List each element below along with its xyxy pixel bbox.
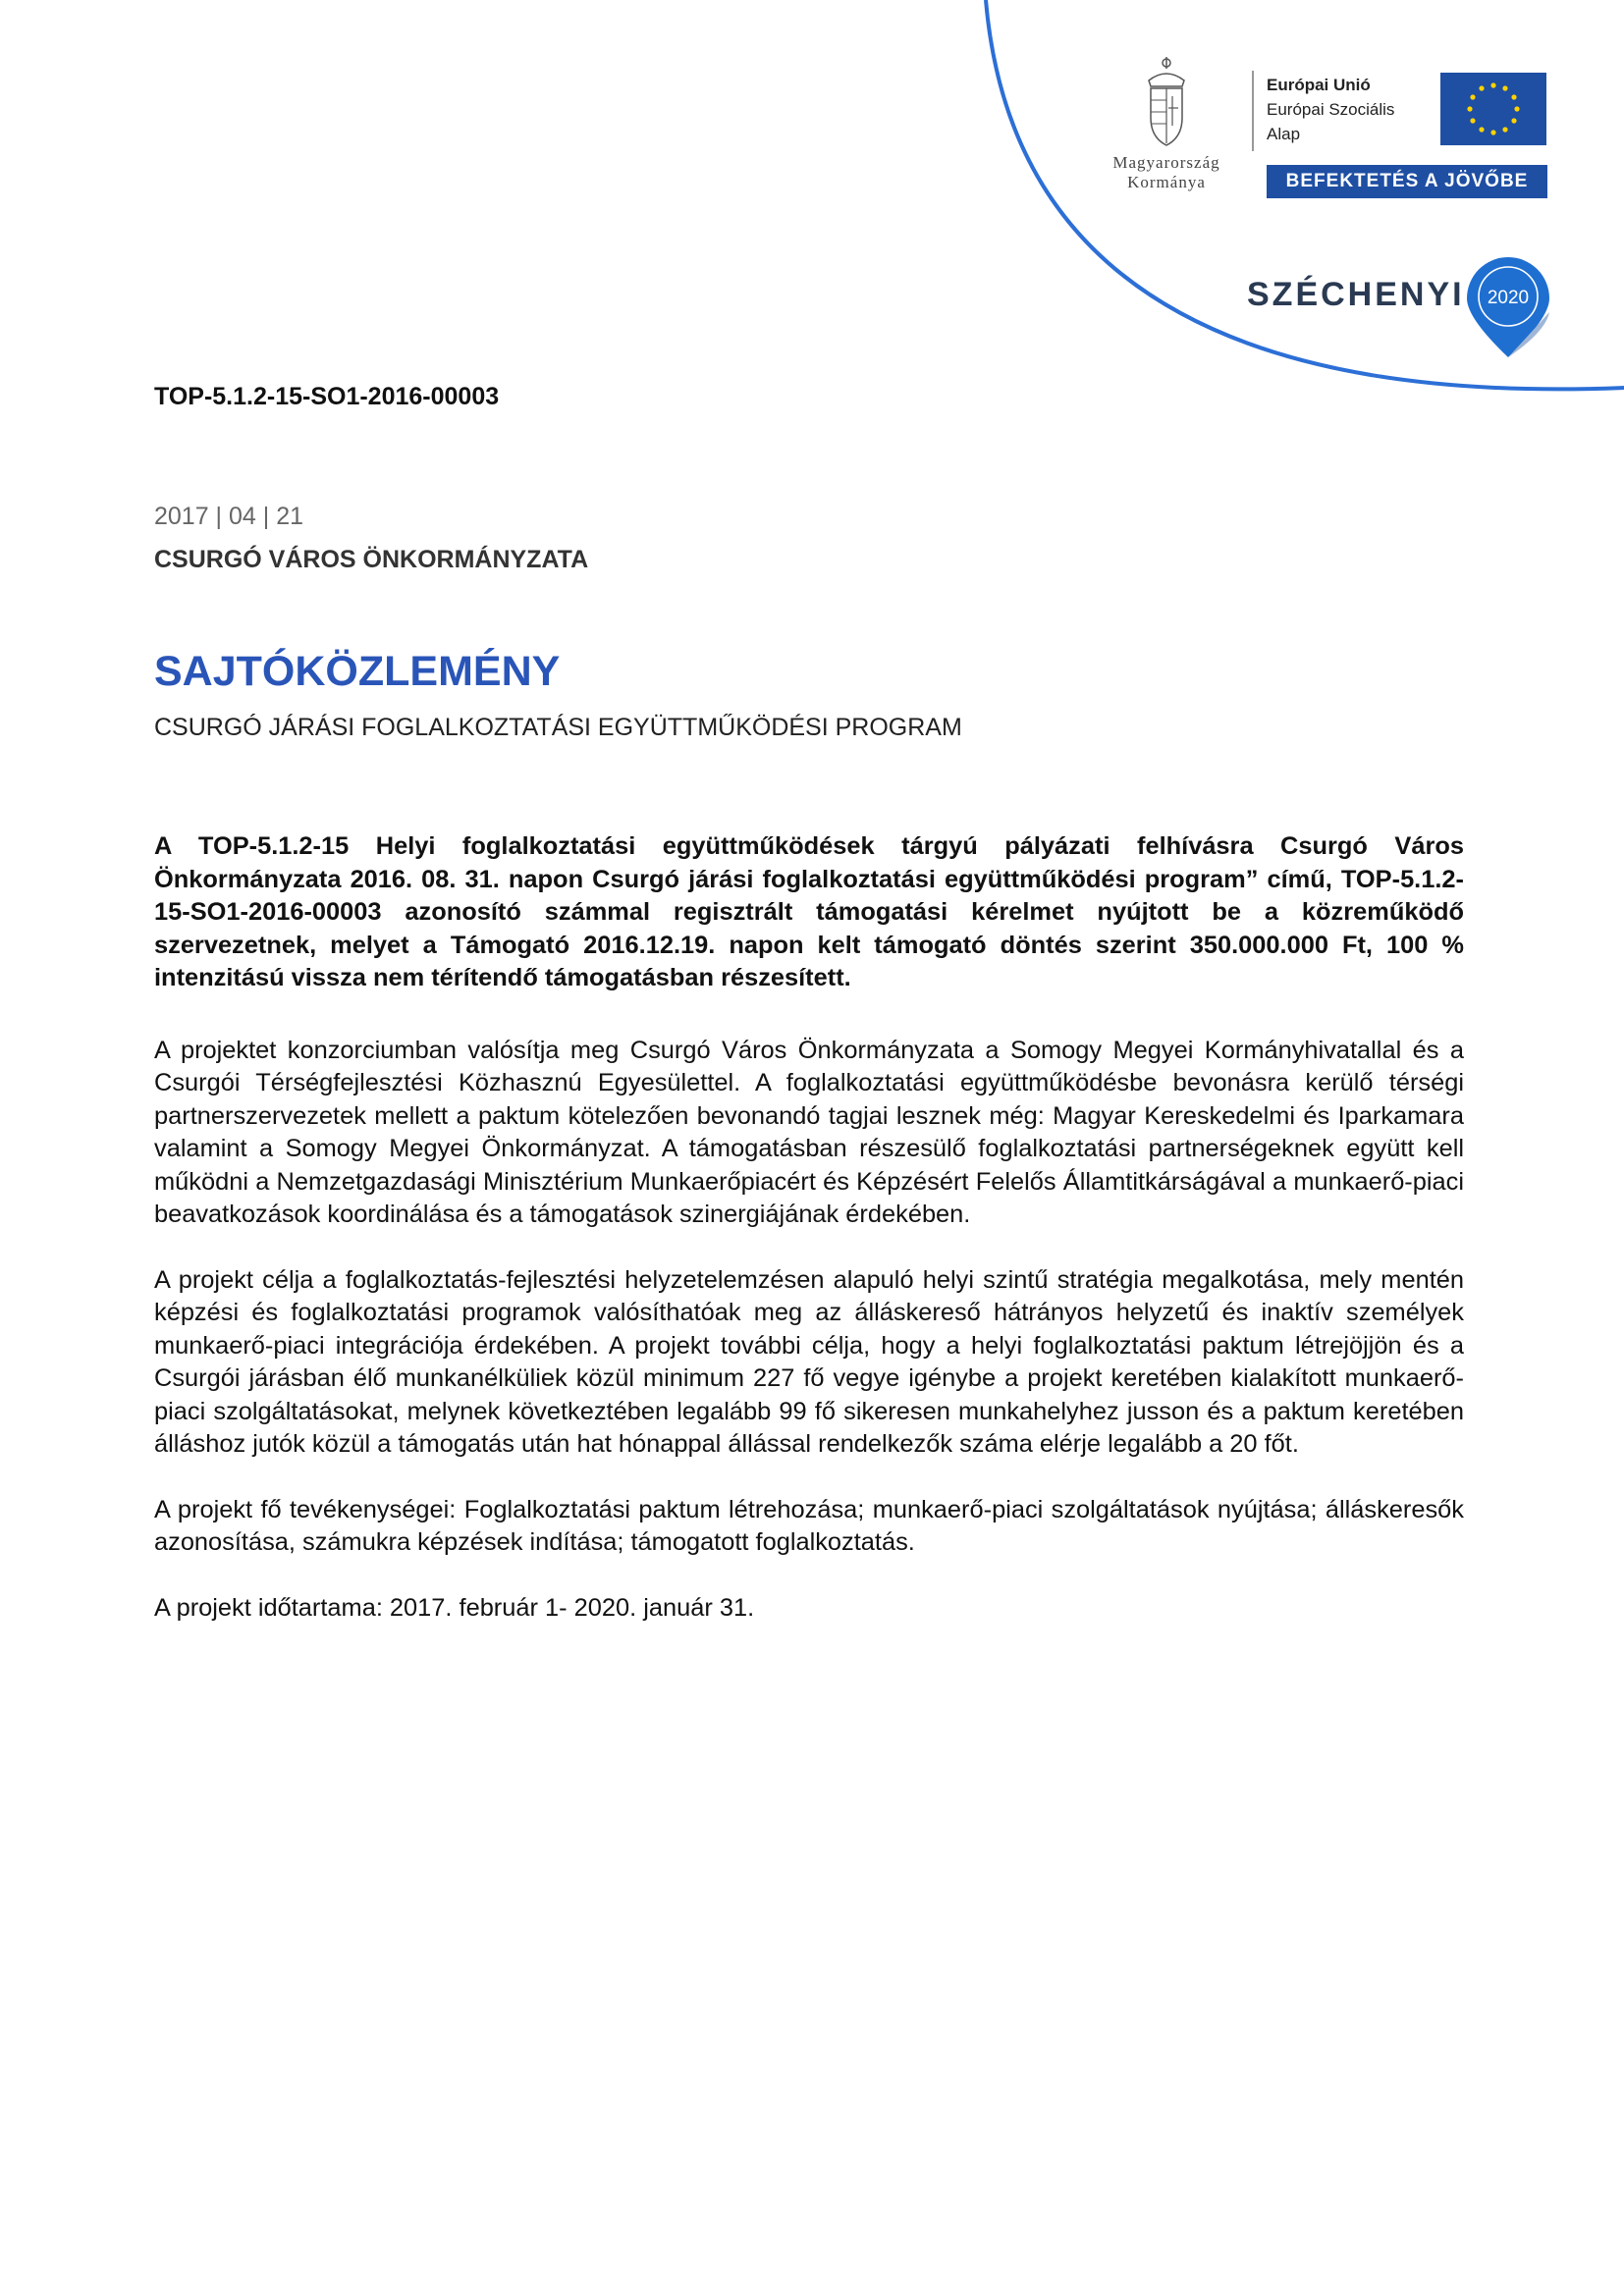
logo-divider [1252,71,1254,151]
page-title: SAJTÓKÖZLEMÉNY [154,648,561,695]
organization-name: CSURGÓ VÁROS ÖNKORMÁNYZATA [154,546,589,573]
body-paragraph: A projekt időtartama: 2017. február 1- 2020. január 31. [154,1593,755,1622]
body-paragraph: A projektet konzorciumban valósítja meg Csurgó Város Önkormányzata a Somogy Megyei Kormányhivatallal és a Csurgói Térségfejlesztési Közhasznú Egyesülettel. A foglalkoztatási együttműködésbe bevonásra kerülő térségi partnerszervezetek mellett a paktum kötelezően bevonandó tagjai lesznek még: Magyar Kereskedelmi és Iparkamara valamint a Somogy Megyei Önkormányzat. A támogatásban részesülő foglalkoztatási partnerségeknek együtt kell működni a Nemzetgazdasági Minisztérium Munkaerőpiacért és Képzésért Felelős Államtitkárságával a munkaerő-piaci beavatkozások koordinálása és a támogatások szinergiájának érdekében. [154,1036,1464,1228]
document-date: 2017 | 04 | 21 [154,503,304,530]
body-paragraph: A projekt célja a foglalkoztatás-fejlesztési helyzetelemzésen alapuló helyi szintű stratégia megalkotása, mely mentén képzési és foglalkoztatási programok valósíthatóak meg az álláskereső hátrányos helyzetű és inaktív személyek munkaerő-piaci integrációja érdekében. A projekt további célja, hogy a helyi foglalkoztatási paktum létrejöjjön és a Csurgói járásban élő munkanélküliek közül minimum 227 fő vegye igénybe a projekt keretében kialakított munkaerő-piaci szolgáltatásokat, melynek következtében legalább 99 fő sikeresen munkahelyhez jusson és a paktum keretében álláshoz jutók közül a támogatás után hat hónappal állással rendelkezők száma elérje legalább a 20 főt. [154,1265,1464,1458]
body-paragraph: A projekt fő tevékenységei: Foglalkoztatási paktum létrehozása; munkaerő-piaci szolgáltatások nyújtása; álláskeresők azonosítása, számukra képzések indítása; támogatott foglalkoztatás. [154,1495,1464,1556]
coat-of-arms-icon [1143,57,1190,147]
lead-paragraph: A TOP-5.1.2-15 Helyi foglalkoztatási együttműködések tárgyú pályázati felhívásra Csurgó Város Önkormányzata 2016. 08. 31. napon Csurgó járási foglalkoztatási együttműködési program” című, TOP-5.1.2-15-SO1-2016-00003 azonosító számmal regisztrált támogatási kérelmet nyújtott be a közreműködő szervezetnek, melyet a Támogató 2016.12.19. napon kelt támogató döntés szerint 350.000.000 Ft, 100 % intenzitású vissza nem térítendő támogatásban részesített. [154,832,1464,991]
eu-flag-icon [1440,73,1546,145]
project-code: TOP-5.1.2-15-SO1-2016-00003 [154,383,500,410]
page-subtitle: CSURGÓ JÁRÁSI FOGLALKOZTATÁSI EGYÜTTMŰKÖDÉSI PROGRAM [154,714,962,741]
eu-line2: Európai Szociális [1267,100,1395,119]
szechenyi-label: SZÉCHENYI [1247,276,1465,313]
invest-banner: BEFEKTETÉS A JÖVŐBE [1267,165,1547,198]
hu-gov-line2: Kormánya [1127,173,1206,191]
eu-fund-label [1267,73,1394,146]
eu-line1: Európai Unió [1267,76,1371,94]
hungary-government-logo [1088,57,1245,192]
szechenyi-2020-pin-icon [1463,253,1553,364]
eu-line3: Alap [1267,125,1301,143]
szechenyi-year: 2020 [1487,288,1530,308]
hu-gov-line1: Magyarország [1112,153,1220,172]
press-release-body [154,830,1464,1657]
